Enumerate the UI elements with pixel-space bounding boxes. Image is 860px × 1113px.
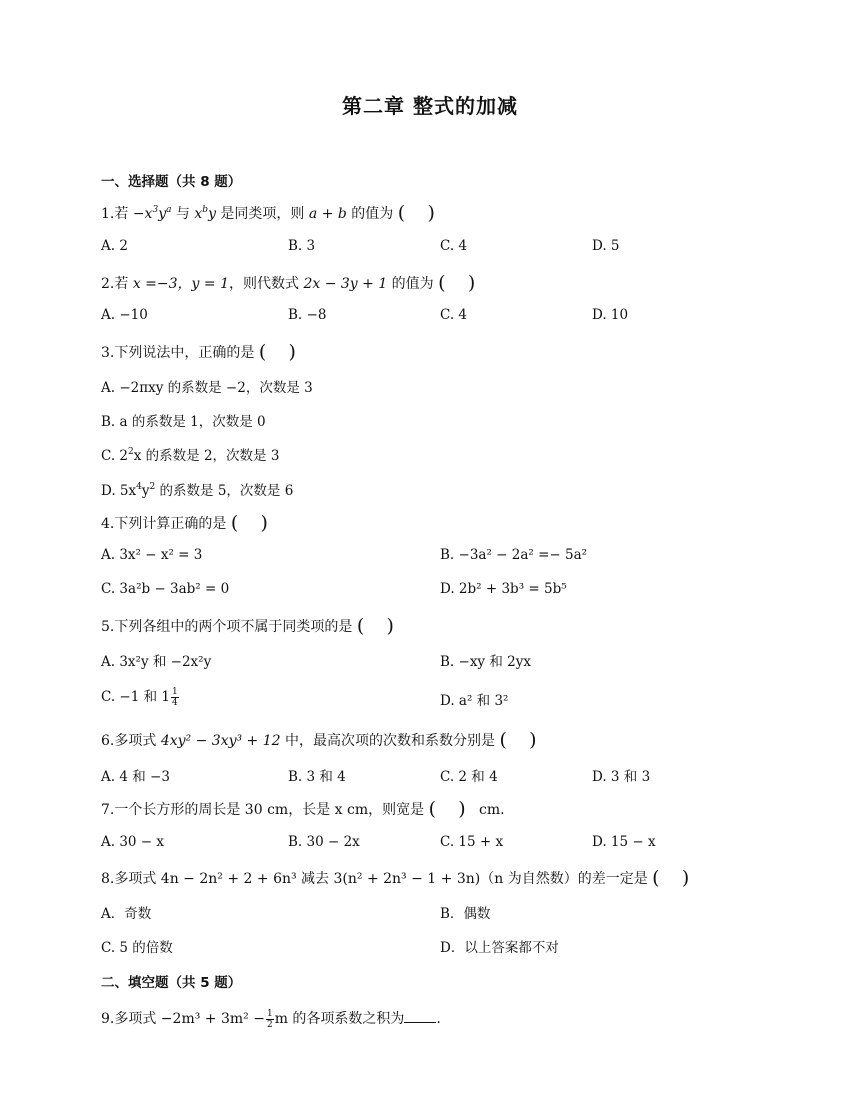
question-3: 3.下列说法中，正确的是 ( ) xyxy=(101,341,296,363)
q3-option-a[interactable]: A. −2πxy 的系数是 −2，次数是 3 xyxy=(101,380,313,396)
answer-blank[interactable] xyxy=(404,1010,436,1023)
q7-option-d[interactable]: D. 15 − x xyxy=(592,834,656,850)
q3-option-b[interactable]: B. a 的系数是 1，次数是 0 xyxy=(101,414,266,430)
q8-option-d[interactable]: D．以上答案都不对 xyxy=(440,940,559,956)
q8-option-b[interactable]: B．偶数 xyxy=(440,906,491,922)
q5-option-b[interactable]: B. −xy 和 2yx xyxy=(440,654,531,670)
q7-option-a[interactable]: A. 30 − x xyxy=(101,834,165,850)
q7-option-c[interactable]: C. 15 + x xyxy=(440,834,504,850)
q6-option-b[interactable]: B. 3 和 4 xyxy=(288,769,346,785)
one-quarter-fraction: $\frac{1}{4}$ xyxy=(172,687,178,708)
q1-option-b[interactable]: B. 3 xyxy=(288,238,316,254)
q3-option-d[interactable]: D. $5x^4y^2$ 的系数是 5，次数是 6 xyxy=(101,482,294,499)
q6-option-c[interactable]: C. 2 和 4 xyxy=(440,769,498,785)
q5-option-d[interactable]: D. a² 和 3² xyxy=(440,693,509,709)
question-8: 8.多项式 4n − 2n² + 2 + 6n³ 减去 3(n² + 2n³ − 1 + 3n)（n 为自然数）的差一定是 ( ) xyxy=(101,867,690,889)
q2-option-b[interactable]: B. −8 xyxy=(288,307,327,323)
q2-option-d[interactable]: D. 10 xyxy=(592,307,629,323)
q1-term2: $x^by$ xyxy=(194,205,216,222)
q4-option-c[interactable]: C. 3a²b − 3ab² = 0 xyxy=(101,581,230,597)
question-1: 1.若 $-x^3y^a$ 与 $x^by$ 是同类项，则 a + b 的值为 ( ) xyxy=(101,202,435,224)
section-choice-heading: 一、选择题（共 8 题） xyxy=(101,174,242,190)
q4-option-b[interactable]: B. −3a² − 2a² =− 5a² xyxy=(440,547,588,563)
q1-expr: a + b xyxy=(308,206,347,222)
question-9: 9.多项式 −2m³ + 3m² − $\frac{1}{2}$ m 的各项系数之积为 . xyxy=(101,1008,441,1030)
question-4: 4.下列计算正确的是 ( ) xyxy=(101,512,268,534)
q8-option-a[interactable]: A．奇数 xyxy=(101,906,152,922)
q5-option-a[interactable]: A. 3x²y 和 −2x²y xyxy=(101,654,212,670)
q5-option-c[interactable]: C. −1 和 1 $\frac{1}{4}$ xyxy=(101,687,178,708)
q2-option-a[interactable]: A. −10 xyxy=(101,307,148,323)
q4-option-a[interactable]: A. 3x² − x² = 3 xyxy=(101,547,203,563)
q8-option-c[interactable]: C. 5 的倍数 xyxy=(101,940,173,956)
q6-option-d[interactable]: D. 3 和 3 xyxy=(592,769,651,785)
page-title: 第二章 整式的加减 xyxy=(342,94,518,118)
q6-option-a[interactable]: A. 4 和 −3 xyxy=(101,769,170,785)
q4-option-d[interactable]: D. 2b² + 3b³ = 5b⁵ xyxy=(440,581,567,597)
question-2: 2.若 x =−3，y = 1，则代数式 2x − 3y + 1 的值为 ( ) xyxy=(101,272,476,294)
q1-option-d[interactable]: D. 5 xyxy=(592,238,620,254)
q2-option-c[interactable]: C. 4 xyxy=(440,307,468,323)
q7-option-b[interactable]: B. 30 − 2x xyxy=(288,834,360,850)
q1-option-a[interactable]: A. 2 xyxy=(101,238,128,254)
one-half-fraction: $\frac{1}{2}$ xyxy=(266,1008,273,1030)
section-fill-heading: 二、填空题（共 5 题） xyxy=(101,975,242,991)
q1-term1: $-x^3y^a$ xyxy=(132,205,172,222)
question-6: 6.多项式 4xy² − 3xy³ + 12 中，最高次项的次数和系数分别是 ( ) xyxy=(101,729,537,751)
q3-option-c[interactable]: C. $2^2x$ 的系数是 2，次数是 3 xyxy=(101,447,280,464)
question-7: 7.一个长方形的周长是 30 cm，长是 x cm，则宽是 ( ) cm. xyxy=(101,798,505,820)
q1-option-c[interactable]: C. 4 xyxy=(440,238,468,254)
question-5: 5.下列各组中的两个项不属于同类项的是 ( ) xyxy=(101,615,394,637)
